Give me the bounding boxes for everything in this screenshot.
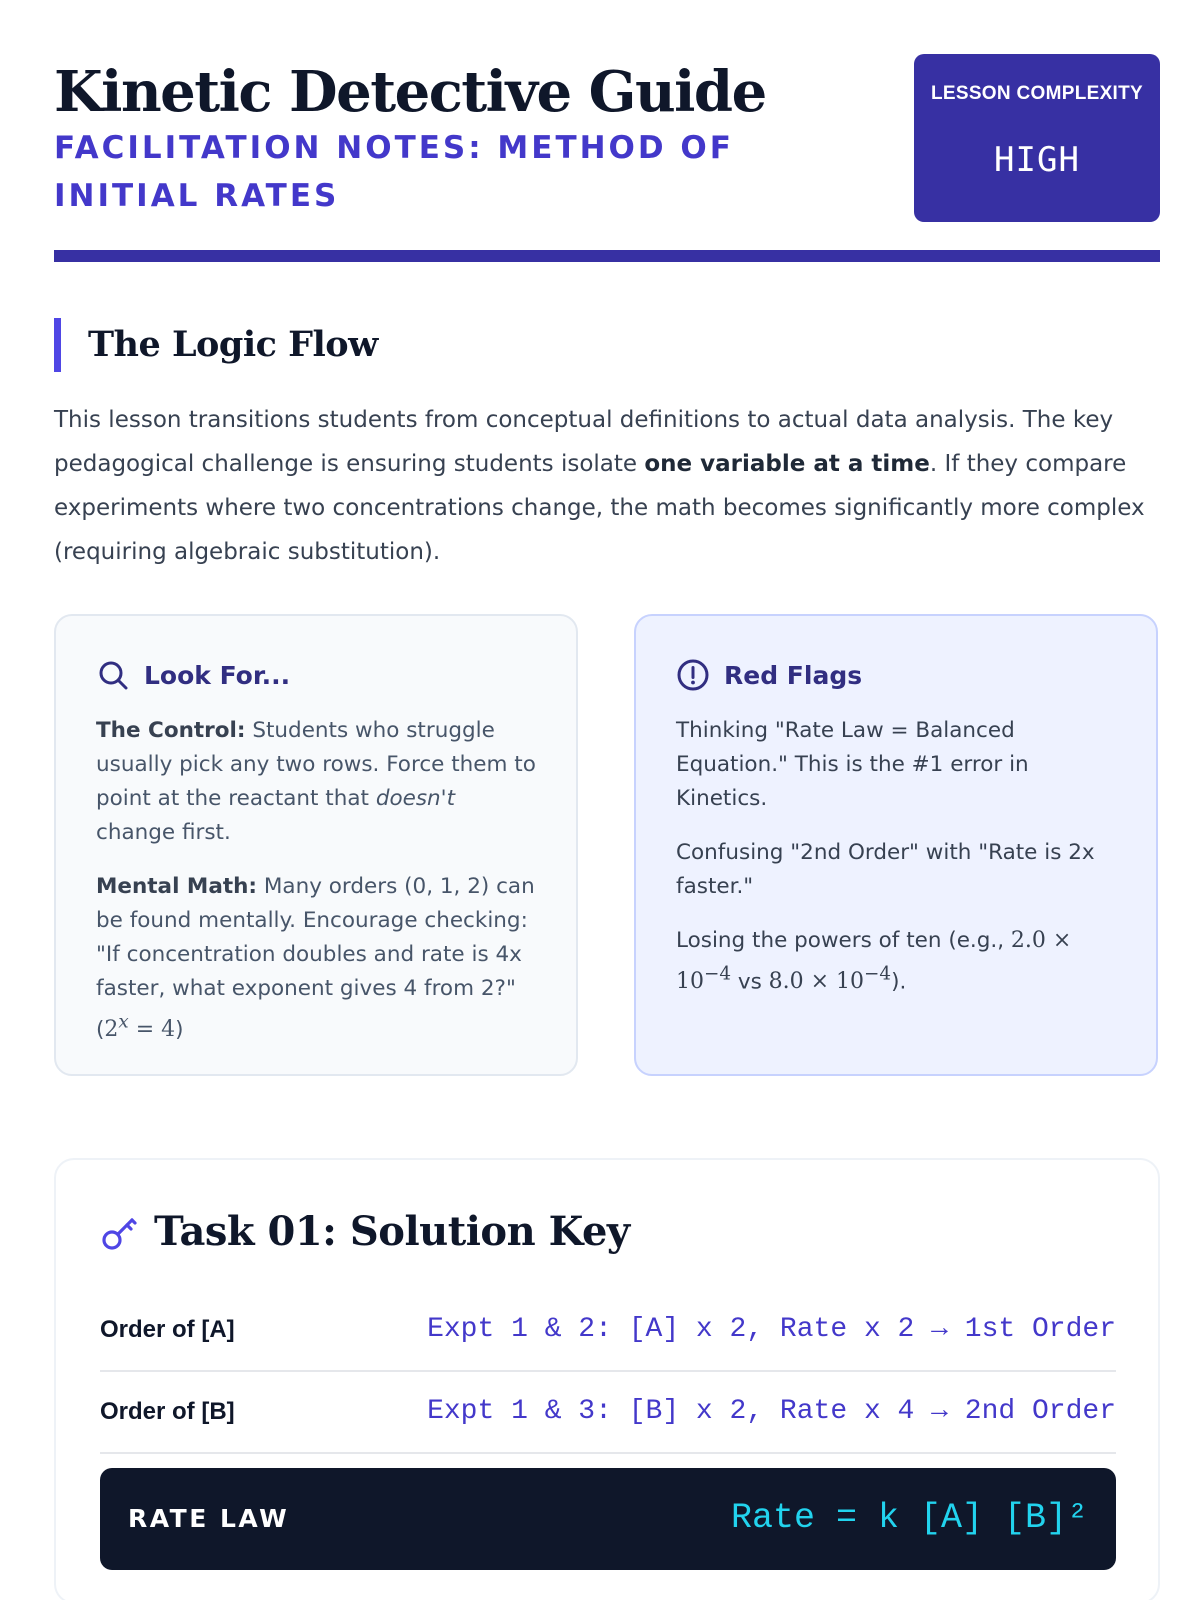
red-flags-title: Red Flags: [724, 661, 863, 690]
exponent-equation: [104, 1012, 176, 1043]
complexity-badge-value: HIGH: [994, 140, 1080, 180]
flag-text: Losing the powers of ten (e.g.,: [676, 928, 1011, 953]
red-flag-item: Confusing "2nd Order" with "Rate is 2x faster.": [676, 840, 1095, 899]
look-for-control: [96, 714, 536, 850]
power-of-ten-b: [768, 964, 892, 995]
flag-text: ).: [891, 969, 907, 995]
control-text-end: change first.: [96, 820, 231, 845]
logic-flow-paragraph: [54, 398, 1164, 574]
section-accent-bar: [54, 318, 61, 372]
order-label: Order of [A]: [100, 1316, 235, 1343]
table-row: [100, 1372, 1116, 1454]
complexity-badge: [914, 54, 1160, 222]
table-row: [100, 1290, 1116, 1372]
alert-circle-icon: [676, 658, 710, 692]
value-b: 8.0 × 10: [768, 969, 865, 995]
red-flag-item: Thinking "Rate Law = Balanced Equation." This is the #1 error in Kinetics.: [676, 718, 1029, 811]
exponent-b: −4: [864, 964, 892, 985]
order-label: Order of [B]: [100, 1398, 235, 1425]
equation-rest: = 4: [128, 1017, 176, 1043]
rate-law-bar: [100, 1468, 1116, 1570]
page-subtitle: FACILITATION NOTES: METHOD OF INITIAL RATES: [54, 130, 734, 214]
control-emphasis: doesn't: [375, 786, 456, 811]
section-title: The Logic Flow: [88, 324, 378, 365]
key-icon: [100, 1212, 140, 1252]
flag-text: vs: [731, 969, 769, 995]
header-divider: [54, 250, 1160, 262]
look-for-card: [54, 614, 578, 1076]
page-header: [54, 52, 1146, 264]
complexity-badge-label: LESSON COMPLEXITY: [930, 83, 1143, 104]
red-flag-item: [676, 924, 1116, 999]
page-title: Kinetic Detective Guide: [54, 59, 766, 125]
mental-math-close: ): [175, 1017, 184, 1043]
rate-law-formula: Rate = k [A] [B]²: [730, 1498, 1088, 1538]
mental-math-label: Mental Math:: [96, 874, 258, 899]
solution-key-title: Task 01: Solution Key: [154, 1208, 630, 1255]
mental-math-text: Many orders (0, 1, 2) can be found mentally. Encourage checking: "If concentration doubles and rate is 4x faster, what exponent gives 4 from 2?" (: [96, 874, 535, 1043]
rate-law-label: RATE LAW: [128, 1504, 290, 1533]
solution-key-card: [54, 1158, 1160, 1600]
intro-text-end: . If they compare experiments where two concentrations change, the math becomes significantly more complex (requiring algebraic substitution).: [54, 451, 1145, 565]
look-for-mental-math: [96, 870, 536, 1047]
red-flags-card: [634, 614, 1158, 1076]
search-icon: [96, 658, 130, 692]
value-a: 2.0 × 10: [676, 928, 1072, 995]
order-derivation: Expt 1 & 2: [A] x 2, Rate x 2 → 1st Order: [427, 1314, 1116, 1345]
look-for-title: Look For...: [144, 661, 291, 690]
intro-emphasis: one variable at a time: [644, 451, 930, 477]
order-derivation: Expt 1 & 3: [B] x 2, Rate x 4 → 2nd Order: [427, 1396, 1116, 1427]
control-label: The Control:: [96, 718, 246, 743]
equation-exponent: x: [118, 1012, 129, 1033]
control-text: Students who struggle usually pick any two rows. Force them to point at the reactant that: [96, 718, 536, 811]
intro-text-start: This lesson transitions students from conceptual definitions to actual data analysis. The key pedagogical challenge is ensuring students isolate: [54, 407, 1114, 477]
equation-base: 2: [104, 1017, 119, 1043]
exponent-a: −4: [704, 964, 732, 985]
